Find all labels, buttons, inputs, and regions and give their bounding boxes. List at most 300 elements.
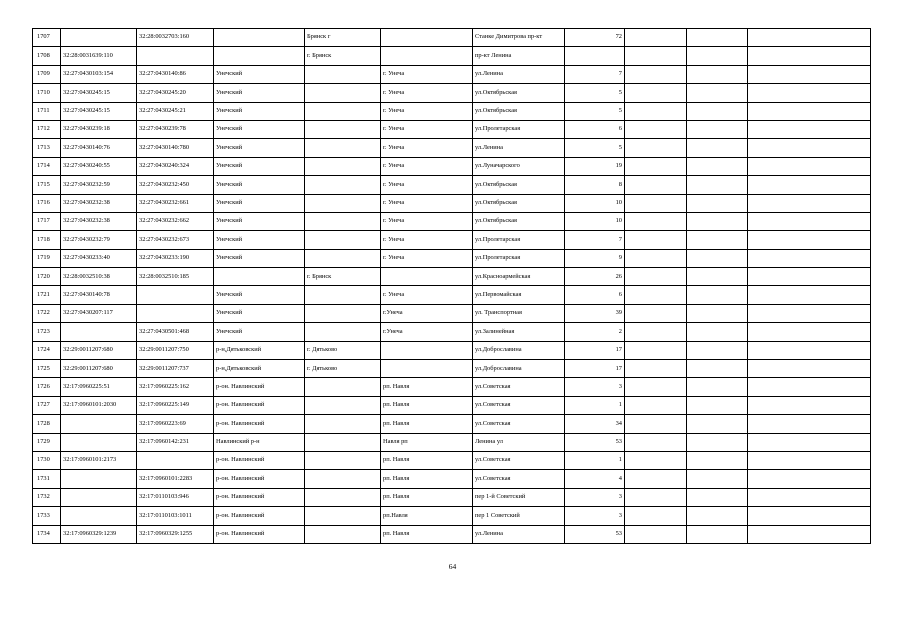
cell-extra-col-3: [748, 488, 871, 506]
cell-extra-col-1: [625, 268, 687, 286]
cell-locality: г.Унеча: [381, 323, 473, 341]
cell-extra-col-2: [687, 194, 748, 212]
cell-cadastral-number: [61, 433, 137, 451]
cell-cadastral-number: 32:27:0430140:76: [61, 139, 137, 157]
cell-extra-col-1: [625, 525, 687, 543]
cell-district: Унечский: [214, 249, 305, 267]
cell-cadastral-number: 32:27:0430103:154: [61, 65, 137, 83]
cell-cadastral-number-object: 32:27:0430245:20: [137, 84, 214, 102]
cell-extra-col-1: [625, 231, 687, 249]
cell-extra-col-2: [687, 231, 748, 249]
cell-city: [305, 304, 381, 322]
cell-city: [305, 525, 381, 543]
cell-city: [305, 139, 381, 157]
cell-extra-col-2: [687, 341, 748, 359]
cell-house-number: 53: [565, 525, 625, 543]
cell-extra-col-2: [687, 304, 748, 322]
cell-district: р-он. Навлинский: [214, 470, 305, 488]
cell-extra-col-3: [748, 102, 871, 120]
cell-row-index: 1724: [33, 341, 61, 359]
table-row: [33, 249, 871, 267]
cell-city: [305, 323, 381, 341]
cell-extra-col-2: [687, 249, 748, 267]
cell-extra-col-1: [625, 194, 687, 212]
cell-locality: рп. Навля: [381, 415, 473, 433]
cell-district: р-он. Навлинский: [214, 451, 305, 469]
cell-cadastral-number-object: 32:28:0032703:160: [137, 29, 214, 47]
cell-row-index: 1731: [33, 470, 61, 488]
cell-row-index: 1712: [33, 120, 61, 138]
cell-city: [305, 507, 381, 525]
cell-street: ул.Ленина: [473, 139, 565, 157]
cell-locality: г. Унеча: [381, 194, 473, 212]
cell-extra-col-2: [687, 47, 748, 65]
cell-district: Унечский: [214, 84, 305, 102]
table-row: [33, 139, 871, 157]
cell-city: [305, 194, 381, 212]
cell-extra-col-2: [687, 488, 748, 506]
cell-extra-col-2: [687, 470, 748, 488]
cell-extra-col-3: [748, 120, 871, 138]
cell-city: [305, 396, 381, 414]
cell-row-index: 1719: [33, 249, 61, 267]
cell-locality: рп. Навля: [381, 488, 473, 506]
cell-row-index: 1709: [33, 65, 61, 83]
cell-extra-col-1: [625, 102, 687, 120]
cell-cadastral-number: [61, 415, 137, 433]
cell-cadastral-number-object: 32:17:0960225:162: [137, 378, 214, 396]
cell-cadastral-number: 32:27:0430232:38: [61, 212, 137, 230]
cell-extra-col-1: [625, 507, 687, 525]
cell-extra-col-1: [625, 29, 687, 47]
cell-city: [305, 488, 381, 506]
cell-street: ул.Луначарского: [473, 157, 565, 175]
cell-city: [305, 176, 381, 194]
cell-cadastral-number-object: 32:17:0960101:2283: [137, 470, 214, 488]
cell-locality: [381, 341, 473, 359]
cell-locality: рп. Навля: [381, 451, 473, 469]
cell-locality: г. Унеча: [381, 157, 473, 175]
cell-locality: г. Унеча: [381, 120, 473, 138]
cell-extra-col-3: [748, 212, 871, 230]
cell-cadastral-number-object: [137, 304, 214, 322]
cell-house-number: 3: [565, 378, 625, 396]
cell-cadastral-number-object: 32:29:0011207:737: [137, 360, 214, 378]
cell-city: [305, 415, 381, 433]
cell-locality: г.Унеча: [381, 304, 473, 322]
cell-street: ул.Октябрьская: [473, 194, 565, 212]
cell-city: [305, 102, 381, 120]
cell-cadastral-number-object: 32:17:0110103:946: [137, 488, 214, 506]
cell-cadastral-number: 32:27:0430232:79: [61, 231, 137, 249]
cell-row-index: 1716: [33, 194, 61, 212]
cell-extra-col-2: [687, 286, 748, 304]
cell-city: [305, 120, 381, 138]
cell-district: Унечский: [214, 176, 305, 194]
cell-cadastral-number: 32:27:0430232:59: [61, 176, 137, 194]
cell-street: Станке Димитрова пр-кт: [473, 29, 565, 47]
cell-house-number: 1: [565, 396, 625, 414]
cell-extra-col-2: [687, 102, 748, 120]
cell-district: [214, 268, 305, 286]
cell-district: Унечский: [214, 65, 305, 83]
cell-row-index: 1720: [33, 268, 61, 286]
cell-city: [305, 231, 381, 249]
cell-extra-col-3: [748, 84, 871, 102]
cell-row-index: 1729: [33, 433, 61, 451]
cell-cadastral-number: [61, 29, 137, 47]
cell-extra-col-2: [687, 157, 748, 175]
cell-locality: г. Унеча: [381, 139, 473, 157]
cell-cadastral-number-object: 32:27:0430245:21: [137, 102, 214, 120]
cell-extra-col-1: [625, 212, 687, 230]
cell-extra-col-2: [687, 525, 748, 543]
cell-row-index: 1723: [33, 323, 61, 341]
cell-street: ул.Октябрьская: [473, 176, 565, 194]
cell-district: р-он. Навлинский: [214, 415, 305, 433]
cell-district: р-он. Навлинский: [214, 396, 305, 414]
cell-street: ул.Первомайская: [473, 286, 565, 304]
cell-locality: [381, 29, 473, 47]
cell-cadastral-number-object: 32:17:0960329:1255: [137, 525, 214, 543]
cell-extra-col-3: [748, 378, 871, 396]
cell-cadastral-number: 32:27:0430140:78: [61, 286, 137, 304]
cell-street: ул. Транспортная: [473, 304, 565, 322]
cell-street: ул.Пролетарская: [473, 231, 565, 249]
cell-extra-col-1: [625, 378, 687, 396]
cell-cadastral-number: 32:17:0960101:2173: [61, 451, 137, 469]
cell-locality: рп.Навля: [381, 507, 473, 525]
cell-house-number: 7: [565, 65, 625, 83]
cell-cadastral-number: 32:28:0031639:110: [61, 47, 137, 65]
table-row: [33, 415, 871, 433]
table-row: [33, 157, 871, 175]
cell-extra-col-1: [625, 323, 687, 341]
cell-locality: [381, 268, 473, 286]
cell-house-number: 3: [565, 488, 625, 506]
cell-extra-col-3: [748, 323, 871, 341]
cell-street: ул.Пролетарская: [473, 120, 565, 138]
cell-extra-col-2: [687, 176, 748, 194]
cell-city: Брянск г: [305, 29, 381, 47]
cell-cadastral-number: [61, 488, 137, 506]
cell-row-index: 1713: [33, 139, 61, 157]
cell-district: р-он. Навлинский: [214, 507, 305, 525]
cell-cadastral-number-object: 32:29:0011207:750: [137, 341, 214, 359]
cell-extra-col-2: [687, 323, 748, 341]
cell-cadastral-number-object: 32:27:0430232:673: [137, 231, 214, 249]
cell-extra-col-2: [687, 268, 748, 286]
cell-district: р-он. Навлинский: [214, 378, 305, 396]
cell-row-index: 1725: [33, 360, 61, 378]
cell-city: г. Брянск: [305, 47, 381, 65]
cell-house-number: 3: [565, 507, 625, 525]
cell-extra-col-3: [748, 176, 871, 194]
cell-extra-col-1: [625, 176, 687, 194]
cell-extra-col-3: [748, 360, 871, 378]
table-row: [33, 451, 871, 469]
cell-locality: рп. Навля: [381, 396, 473, 414]
cell-cadastral-number-object: [137, 47, 214, 65]
cell-cadastral-number: [61, 470, 137, 488]
cell-extra-col-2: [687, 433, 748, 451]
cell-row-index: 1714: [33, 157, 61, 175]
table-row: [33, 29, 871, 47]
cell-house-number: 19: [565, 157, 625, 175]
table-row: [33, 360, 871, 378]
cell-cadastral-number-object: 32:27:0430233:190: [137, 249, 214, 267]
cell-extra-col-2: [687, 139, 748, 157]
cell-cadastral-number-object: [137, 286, 214, 304]
cell-extra-col-3: [748, 139, 871, 157]
cell-row-index: 1710: [33, 84, 61, 102]
cell-extra-col-3: [748, 396, 871, 414]
cell-street: пер 1 Советский: [473, 507, 565, 525]
cell-house-number: 10: [565, 212, 625, 230]
cell-cadastral-number: 32:29:0011207:680: [61, 360, 137, 378]
cell-cadastral-number-object: 32:17:0960142:231: [137, 433, 214, 451]
cell-row-index: 1707: [33, 29, 61, 47]
table-row: [33, 120, 871, 138]
cell-locality: г. Унеча: [381, 212, 473, 230]
cell-extra-col-3: [748, 341, 871, 359]
table-row: [33, 176, 871, 194]
cell-extra-col-3: [748, 304, 871, 322]
cell-extra-col-2: [687, 378, 748, 396]
page-number: 64: [448, 562, 457, 571]
cell-district: Унечский: [214, 139, 305, 157]
cell-district: р-н,Дятьковский: [214, 360, 305, 378]
cell-district: [214, 29, 305, 47]
cell-extra-col-2: [687, 29, 748, 47]
cell-house-number: 5: [565, 84, 625, 102]
cell-extra-col-3: [748, 415, 871, 433]
cell-locality: г. Унеча: [381, 286, 473, 304]
cell-row-index: 1726: [33, 378, 61, 396]
cell-district: Унечский: [214, 286, 305, 304]
table-row: [33, 102, 871, 120]
cell-house-number: 4: [565, 470, 625, 488]
cell-street: пр-кт Ленина: [473, 47, 565, 65]
cell-locality: г. Унеча: [381, 65, 473, 83]
cell-locality: г. Унеча: [381, 249, 473, 267]
cell-house-number: [565, 47, 625, 65]
table-row: [33, 396, 871, 414]
cell-district: Унечский: [214, 102, 305, 120]
cell-locality: [381, 360, 473, 378]
cell-district: Унечский: [214, 323, 305, 341]
cell-district: Унечский: [214, 231, 305, 249]
table-row: [33, 525, 871, 543]
cell-street: ул.Советская: [473, 378, 565, 396]
cell-cadastral-number-object: 32:17:0960223:69: [137, 415, 214, 433]
table-row: [33, 231, 871, 249]
cell-extra-col-1: [625, 470, 687, 488]
cell-cadastral-number: 32:17:0960225:51: [61, 378, 137, 396]
cell-street: ул.Советская: [473, 396, 565, 414]
cell-extra-col-1: [625, 139, 687, 157]
cell-city: [305, 84, 381, 102]
cell-extra-col-1: [625, 47, 687, 65]
cell-house-number: 9: [565, 249, 625, 267]
table-row: [33, 84, 871, 102]
cell-district: [214, 47, 305, 65]
cell-street: ул.Ленина: [473, 65, 565, 83]
cell-cadastral-number-object: 32:27:0430240:324: [137, 157, 214, 175]
cell-row-index: 1718: [33, 231, 61, 249]
cell-city: [305, 249, 381, 267]
cell-extra-col-2: [687, 396, 748, 414]
cell-extra-col-1: [625, 65, 687, 83]
cell-city: [305, 433, 381, 451]
cell-locality: рп. Навля: [381, 525, 473, 543]
cell-extra-col-1: [625, 304, 687, 322]
cell-cadastral-number: 32:27:0430245:15: [61, 84, 137, 102]
cell-extra-col-2: [687, 507, 748, 525]
cell-row-index: 1727: [33, 396, 61, 414]
cell-extra-col-3: [748, 451, 871, 469]
cell-cadastral-number-object: 32:27:0430232:661: [137, 194, 214, 212]
cell-street: ул.Советская: [473, 415, 565, 433]
cell-row-index: 1715: [33, 176, 61, 194]
cell-cadastral-number: 32:27:0430245:15: [61, 102, 137, 120]
cell-row-index: 1733: [33, 507, 61, 525]
table-row: [33, 323, 871, 341]
cell-district: Унечский: [214, 212, 305, 230]
cell-extra-col-2: [687, 451, 748, 469]
cell-district: Унечский: [214, 157, 305, 175]
cell-city: [305, 157, 381, 175]
table-row: [33, 268, 871, 286]
table-row: [33, 341, 871, 359]
cell-cadastral-number: 32:27:0430240:55: [61, 157, 137, 175]
cell-street: ул.Октябрьская: [473, 84, 565, 102]
cell-extra-col-3: [748, 470, 871, 488]
cell-street: ул.Советская: [473, 470, 565, 488]
cell-street: ул.Октябрьская: [473, 212, 565, 230]
cell-cadastral-number: 32:27:0430233:40: [61, 249, 137, 267]
cell-extra-col-3: [748, 29, 871, 47]
cell-locality: г. Унеча: [381, 176, 473, 194]
table-row: [33, 433, 871, 451]
cell-house-number: 2: [565, 323, 625, 341]
cell-district: Навлинский р-н: [214, 433, 305, 451]
cell-district: Унечский: [214, 120, 305, 138]
cell-extra-col-1: [625, 120, 687, 138]
cell-row-index: 1721: [33, 286, 61, 304]
cell-extra-col-3: [748, 525, 871, 543]
cell-extra-col-1: [625, 396, 687, 414]
cell-street: Ленина ул: [473, 433, 565, 451]
property-register-table: [32, 28, 871, 544]
table-row: [33, 378, 871, 396]
cell-row-index: 1708: [33, 47, 61, 65]
table-row: [33, 507, 871, 525]
cell-extra-col-3: [748, 249, 871, 267]
cell-cadastral-number-object: [137, 451, 214, 469]
cell-locality: [381, 47, 473, 65]
cell-extra-col-3: [748, 268, 871, 286]
cell-street: ул.Красноармейская: [473, 268, 565, 286]
cell-extra-col-3: [748, 507, 871, 525]
cell-cadastral-number-object: 32:27:0430140:780: [137, 139, 214, 157]
cell-house-number: 6: [565, 120, 625, 138]
cell-street: ул.Пролетарская: [473, 249, 565, 267]
cell-house-number: 1: [565, 451, 625, 469]
cell-row-index: 1732: [33, 488, 61, 506]
cell-locality: г. Унеча: [381, 84, 473, 102]
cell-district: р-н,Дятьковский: [214, 341, 305, 359]
cell-extra-col-1: [625, 451, 687, 469]
cell-row-index: 1717: [33, 212, 61, 230]
cell-cadastral-number: [61, 323, 137, 341]
table-row: [33, 470, 871, 488]
cell-extra-col-1: [625, 286, 687, 304]
cell-extra-col-3: [748, 286, 871, 304]
cell-house-number: 17: [565, 341, 625, 359]
cell-extra-col-3: [748, 433, 871, 451]
cell-street: ул.Залинейная: [473, 323, 565, 341]
cell-city: [305, 212, 381, 230]
cell-extra-col-2: [687, 84, 748, 102]
cell-extra-col-1: [625, 488, 687, 506]
cell-row-index: 1728: [33, 415, 61, 433]
table-row: [33, 65, 871, 83]
cell-cadastral-number: 32:17:0960101:2030: [61, 396, 137, 414]
cell-extra-col-2: [687, 120, 748, 138]
cell-cadastral-number-object: 32:27:0430239:78: [137, 120, 214, 138]
cell-district: Унечский: [214, 304, 305, 322]
cell-extra-col-3: [748, 194, 871, 212]
cell-cadastral-number: [61, 507, 137, 525]
cell-extra-col-1: [625, 433, 687, 451]
cell-house-number: 10: [565, 194, 625, 212]
cell-extra-col-3: [748, 65, 871, 83]
cell-district: Унечский: [214, 194, 305, 212]
cell-locality: г. Унеча: [381, 102, 473, 120]
cell-cadastral-number: 32:29:0011207:680: [61, 341, 137, 359]
cell-row-index: 1722: [33, 304, 61, 322]
cell-city: г. Дятьково: [305, 360, 381, 378]
cell-extra-col-2: [687, 415, 748, 433]
cell-locality: г. Унеча: [381, 231, 473, 249]
cell-city: г. Дятьково: [305, 341, 381, 359]
cell-cadastral-number-object: 32:28:0032510:185: [137, 268, 214, 286]
cell-district: р-он. Навлинский: [214, 488, 305, 506]
cell-extra-col-3: [748, 231, 871, 249]
cell-extra-col-2: [687, 212, 748, 230]
cell-extra-col-3: [748, 47, 871, 65]
cell-row-index: 1711: [33, 102, 61, 120]
cell-cadastral-number: 32:27:0430207:117: [61, 304, 137, 322]
cell-house-number: 8: [565, 176, 625, 194]
cell-cadastral-number-object: 32:27:0430232:662: [137, 212, 214, 230]
cell-city: [305, 470, 381, 488]
cell-cadastral-number: 32:17:0960329:1239: [61, 525, 137, 543]
cell-cadastral-number-object: 32:27:0430140:86: [137, 65, 214, 83]
cell-city: [305, 378, 381, 396]
cell-cadastral-number-object: 32:17:0960225:149: [137, 396, 214, 414]
cell-street: ул.Советская: [473, 451, 565, 469]
cell-house-number: 5: [565, 102, 625, 120]
cell-cadastral-number: 32:27:0430232:38: [61, 194, 137, 212]
cell-extra-col-2: [687, 360, 748, 378]
cell-extra-col-1: [625, 360, 687, 378]
cell-house-number: 17: [565, 360, 625, 378]
cell-house-number: 39: [565, 304, 625, 322]
cell-street: ул.Доброславина: [473, 341, 565, 359]
table-row: [33, 212, 871, 230]
